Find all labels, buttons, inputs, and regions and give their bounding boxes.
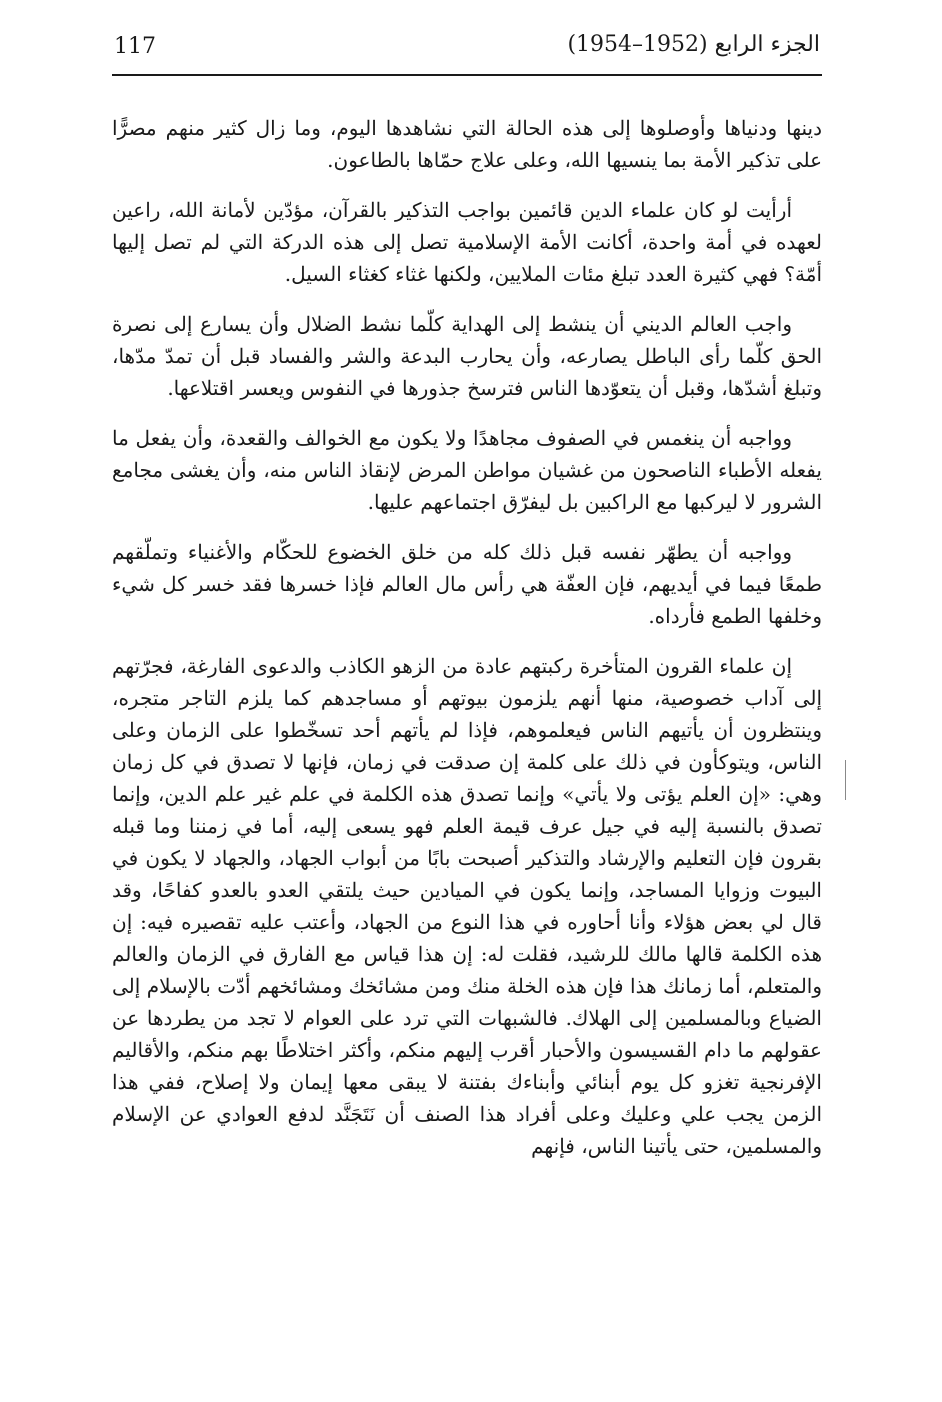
paragraph: واجب العالم الديني أن ينشط إلى الهداية كلّما نشط الضلال وأن يسارع إلى نصرة الحق كلّما رأى الباطل يصارعه، وأن يحارب البدعة والشر والفساد قبل أن تمدّ مدّها، وتبلغ أشدّها، وقبل أن يتعوّدها الناس فترسخ جذورها في النفوس ويعسر اقتلاعها. <box>112 312 822 400</box>
body-text <box>112 112 822 1180</box>
paragraph: أرأيت لو كان علماء الدين قائمين بواجب التذكير بالقرآن، مؤدّين لأمانة الله، راعين لعهده في أمة واحدة، أكانت الأمة الإسلامية تصل إلى هذه الدركة التي لم تصل إليها أمّة؟ فهي كثيرة العدد تبلغ مئات الملايين، ولكنها غثاء كغثاء السيل. <box>112 198 822 286</box>
margin-mark <box>845 760 846 800</box>
page-number: 117 <box>114 34 156 59</box>
paragraph: دينها ودنياها وأوصلوها إلى هذه الحالة التي نشاهدها اليوم، وما زال كثير منهم مصرًّا على تذكير الأمة بما ينسيها الله، وعلى علاج حمّاها بالطاعون. <box>112 116 822 172</box>
paragraph: وواجبه أن ينغمس في الصفوف مجاهدًا ولا يكون مع الخوالف والقعدة، وأن يفعل ما يفعله الأطباء الناصحون من غشيان مواطن المرض لإنقاذ الناس منه، وأن يغشى مجامع الشرور لا ليركبها مع الراكبين بل ليفرّق اجتماعهم عليها. <box>112 426 822 514</box>
running-title: الجزء الرابع (1952–1954) <box>567 32 820 57</box>
page-header <box>112 30 822 76</box>
paragraph: وواجبه أن يطهّر نفسه قبل ذلك كله من خلق الخضوع للحكّام والأغنياء وتملّقهم طمعًا فيما في أيديهم، فإن العفّة هي رأس مال العالم فإذا خسرها فقد خسر كل شيء وخلفها الطمع فأرداه. <box>112 540 822 628</box>
paragraph: إن علماء القرون المتأخرة ركبتهم عادة من الزهو الكاذب والدعوى الفارغة، فجرّتهم إلى آداب خصوصية، منها أنهم يلزمون بيوتهم أو مساجدهم كما يلزم التاجر متجره، وينتظرون أن يأتيهم الناس فيعلموهم، فإذا لم يأتهم أحد تسخّطوا على الزمان وعلى الناس، ويتوكأون في ذلك على كلمة إن صدقت في زمان، فإنها لا تصدق في كل زمان وهي: «إن العلم يؤتى ولا يأتي» وإنما تصدق هذه الكلمة في علم غير علم الدين، وإنما تصدق بالنسبة إليه في جيل عرف قيمة العلم فهو يسعى إليه، أما في زمننا وما قبله بقرون فإن التعليم والإرشاد والتذكير أصبحت بابًا من أبواب الجهاد، والجهاد لا يكون في البيوت وزوايا المساجد، وإنما يكون في الميادين حيث يلتقي العدو بالعدو كفاحًا، وقد قال لي بعض هؤلاء وأنا أحاوره في هذا النوع من الجهاد، وأعتب عليه تقصيره فيه: إن هذه الكلمة قالها مالك للرشيد، فقلت له: إن هذا قياس مع الفارق في الزمان والعالم والمتعلم، أما زمانك هذا فإن هذه الخلة منك ومن مشائخك ومشائخهم أدّت بالإسلام إلى الضياع وبالمسلمين إلى الهلاك. فالشبهات التي ترد على العوام لا تجد من يطردها عن عقولهم ما دام القسيسون والأحبار أقرب إليهم منكم، وأكثر اختلاطًا بهم منكم، والأقاليم الإفرنجية تغزو كل يوم أبنائي وأبناءك بفتنة لا يبقى معها إيمان ولا إصلاح، ففي هذا الزمن يجب علي وعليك وعلى أفراد هذا الصنف أن نَتَجَنَّد لدفع العوادي عن الإسلام والمسلمين، حتى يأتينا الناس، فإنهم <box>112 654 822 1158</box>
